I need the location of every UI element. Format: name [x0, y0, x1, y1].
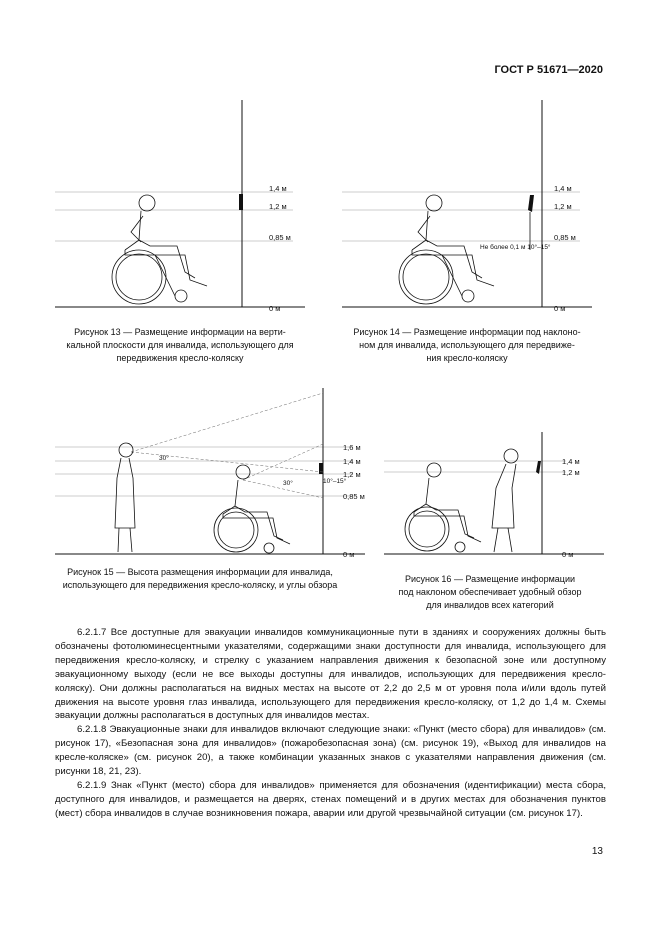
level-label: 1,2 м: [554, 202, 572, 211]
angle-label: 30°: [283, 480, 293, 487]
figure-13-drawing: [55, 100, 305, 315]
caption-line: для инвалидов всех категорий: [426, 600, 554, 610]
level-label: 0,85 м: [343, 492, 365, 501]
caption-line: под наклоном обеспечивает удобный обзор: [398, 587, 582, 597]
figure-16-drawing: [384, 432, 604, 560]
caption-line: Рисунок 16 — Размещение информации: [404, 574, 575, 584]
caption-line: Рисунок 15 — Высота размещения информации для инвалида,: [67, 567, 333, 577]
level-label: 1,4 м: [269, 184, 287, 193]
level-label: 0 м: [554, 304, 566, 313]
caption-line: Рисунок 13 — Размещение информации на верти-: [74, 327, 286, 337]
angle-label: 30°: [159, 455, 169, 462]
paragraph-6-2-1-7: 6.2.1.7 Все доступные для эвакуации инвалидов коммуникационные пути в зданиях и сооружениях должны быть обозначены фотолюминесцентными указателями, содержащими знаки доступности для инвалида, использующего для передвижения кресло-коляску, и стрелку с указанием направления движения к безопасной зоне или доступному эвакуационному выходу (если не все выходы доступны для инвалидов, использующих для передвижения кресло-коляску). Они должны располагаться на видных местах на высоте от 2,2 до 2,5 м от уровня пола и/или вдоль путей движения на высоте уровня глаз инвалида, использующего для передвижения кресло-коляску, от 1,2 до 1,4 м. Схемы эвакуации должны располагаться в доступных для инвалидов местах.: [55, 627, 606, 722]
level-label: 1,2 м: [343, 470, 361, 479]
caption-line: передвижения кресло-коляску: [116, 353, 244, 363]
body-text: [55, 626, 606, 821]
figure-13: [55, 100, 305, 315]
level-label: 1,6 м: [343, 443, 361, 452]
caption-line: Рисунок 14 — Размещение информации под наклоно-: [353, 327, 581, 337]
angle-label: 10°–15°: [323, 478, 347, 485]
level-label: 0,85 м: [554, 233, 576, 242]
figure-13-caption: [40, 326, 320, 365]
paragraph-6-2-1-8: 6.2.1.8 Эвакуационные знаки для инвалидов включают следующие знаки: «Пункт (место сбора) для инвалидов» (см. рисунок 17), «Безопасная зона для инвалидов» (пожаробезопасная зона) (см. рисунок 19), «Выход для инвалидов на кресле-коляске» (см. рисунок 20), а также комбинации указанных знаков с указателями направления движения (см. рисунки 18, 21, 23).: [55, 724, 606, 778]
tilt-note: Не более 0,1 м 10°–15°: [480, 244, 551, 251]
level-label: 1,4 м: [554, 184, 572, 193]
figure-16-caption: [370, 573, 610, 612]
paragraph-6-2-1-9: 6.2.1.9 Знак «Пункт (место) сбора для инвалидов» применяется для обозначения (идентификации) места сбора, доступного для инвалидов, и размещается на дверях, стенах помещений и в других местах для обозначения пунктов (мест) сбора инвалидов в случае возникновения пожара, аварии или другой чрезвычайной ситуации (см. рисунок 17).: [55, 779, 606, 819]
figure-15-caption: [45, 566, 355, 592]
level-label: 0,85 м: [269, 233, 291, 242]
figure-14: [342, 100, 592, 315]
figure-16: [384, 432, 604, 560]
caption-line: использующего для передвижения кресло-коляску, и углы обзора: [62, 580, 338, 590]
caption-line: ном для инвалида, использующего для передвиже-: [359, 340, 575, 350]
level-label: 0 м: [269, 304, 281, 313]
level-label: 1,4 м: [343, 457, 361, 466]
level-label: 1,2 м: [269, 202, 287, 211]
figure-15-drawing: [55, 388, 365, 560]
caption-line: ния кресло-коляску: [426, 353, 508, 363]
caption-line: кальной плоскости для инвалида, использующего для: [66, 340, 294, 350]
level-label: 1,2 м: [562, 468, 580, 477]
figure-15: [55, 388, 365, 560]
level-label: 0 м: [343, 550, 355, 559]
level-label: 1,4 м: [562, 457, 580, 466]
level-label: 0 м: [562, 550, 574, 559]
figure-14-caption: [327, 326, 607, 365]
standard-code: ГОСТ Р 51671—2020: [494, 64, 603, 76]
page-number: 13: [591, 846, 603, 857]
